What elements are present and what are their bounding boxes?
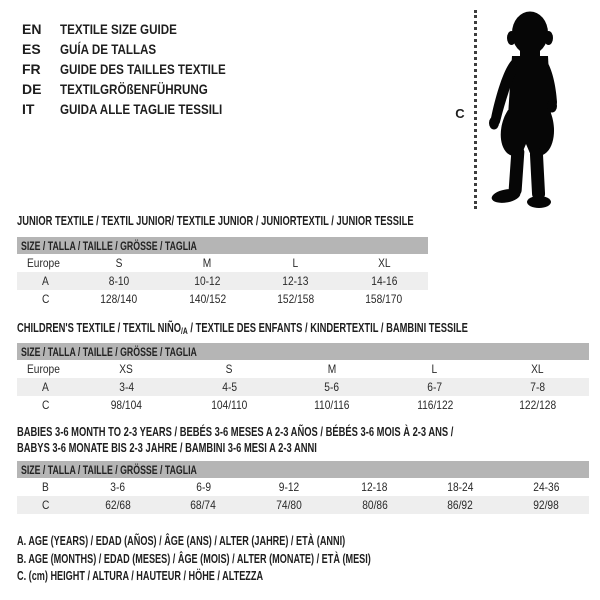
table-row-age <box>17 272 428 290</box>
height-cell <box>161 496 247 514</box>
language-row-en <box>22 19 260 39</box>
age-value: 9-12 <box>278 480 300 494</box>
language-label: GUÍA DE TALLAS <box>60 41 157 57</box>
row-label-cell <box>17 272 75 290</box>
age-cell <box>163 272 251 290</box>
legend-line-c <box>17 569 502 587</box>
height-value: 140/152 <box>188 292 226 306</box>
row-label: A <box>41 274 49 288</box>
junior-size-table <box>17 237 428 308</box>
age-cell <box>75 378 178 396</box>
size-value: XS <box>119 362 134 376</box>
height-cell <box>75 290 163 308</box>
height-value: 68/74 <box>190 498 217 512</box>
size-header-bar <box>17 343 589 360</box>
height-value: 74/80 <box>276 498 302 512</box>
legend-line-b <box>17 552 502 570</box>
size-value: L <box>292 256 299 270</box>
size-header-text: SIZE / TALLA / TAILLE / GRÖSSE / TAGLIA <box>21 344 197 359</box>
size-value: M <box>203 256 212 270</box>
language-label: TEXTILGRÖßENFÜHRUNG <box>60 81 208 97</box>
height-value: 110/116 <box>314 398 350 412</box>
row-label: Europe <box>26 362 60 376</box>
height-cell <box>503 496 589 514</box>
age-cell <box>383 378 486 396</box>
height-cell <box>418 496 504 514</box>
height-cell <box>252 290 340 308</box>
size-header-bar <box>17 237 428 254</box>
size-cell <box>163 254 251 272</box>
height-cell <box>281 396 384 414</box>
size-cell <box>178 360 281 378</box>
language-row-es <box>22 39 260 59</box>
row-label-cell <box>17 378 75 396</box>
language-row-fr <box>22 59 260 79</box>
row-label-cell <box>17 254 75 272</box>
height-value: 128/140 <box>100 292 138 306</box>
row-label-cell <box>17 360 75 378</box>
legend <box>17 534 502 587</box>
size-cell <box>486 360 589 378</box>
size-cell <box>252 254 340 272</box>
height-cell <box>246 496 332 514</box>
age-cell <box>246 478 332 496</box>
table-row-height <box>17 496 589 514</box>
age-cell <box>340 272 428 290</box>
language-row-de <box>22 79 260 99</box>
height-value: 152/158 <box>277 292 315 306</box>
language-label: GUIDA ALLE TAGLIE TESSILI <box>60 101 223 117</box>
toddler-silhouette-icon <box>484 6 568 210</box>
size-header-cell <box>17 237 428 254</box>
size-cell <box>281 360 384 378</box>
age-value: 4-5 <box>221 380 237 394</box>
height-cell <box>75 396 178 414</box>
language-code: IT <box>22 101 35 117</box>
age-cell <box>75 478 161 496</box>
age-value: 3-4 <box>119 380 134 394</box>
row-label: Europe <box>26 256 60 270</box>
age-cell <box>503 478 589 496</box>
table-row-age <box>17 378 589 396</box>
height-measure-dotted-line <box>474 10 477 209</box>
legend-text-a: A. AGE (YEARS) / EDAD (AÑOS) / ÂGE (ANS) / ALTER (JAHRE) / ETÀ (ANNI) <box>17 534 346 548</box>
height-value: 92/98 <box>533 498 559 512</box>
height-cell <box>163 290 251 308</box>
age-cell <box>252 272 340 290</box>
children-size-table <box>17 343 589 414</box>
size-header-text: SIZE / TALLA / TAILLE / GRÖSSE / TAGLIA <box>21 238 197 253</box>
size-cell <box>75 360 178 378</box>
age-value: 18-24 <box>447 480 474 494</box>
legend-text-b: B. AGE (MONTHS) / EDAD (MESES) / ÂGE (MOIS) / ALTER (MONATE) / ETÀ (MESI) <box>17 551 371 566</box>
babies-section-title <box>17 424 599 456</box>
age-value: 12-18 <box>361 480 388 494</box>
age-cell <box>178 378 281 396</box>
row-label-cell <box>17 478 75 496</box>
height-cell <box>332 496 418 514</box>
height-measure-label: C <box>455 106 465 121</box>
size-value: XL <box>531 362 544 376</box>
size-header-cell <box>17 343 589 360</box>
height-cell <box>340 290 428 308</box>
language-code: FR <box>22 61 41 77</box>
babies-title-line1: BABIES 3-6 MONTH TO 2-3 YEARS / BEBÉS 3-6 MESES A 2-3 AÑOS / BÉBÉS 3-6 MOIS À 2-3 ANS / <box>17 425 454 439</box>
height-cell <box>486 396 589 414</box>
age-cell <box>486 378 589 396</box>
table-row-height <box>17 396 589 414</box>
age-value: 10-12 <box>194 274 221 288</box>
age-value: 7-8 <box>530 380 545 394</box>
language-code: DE <box>22 81 42 97</box>
size-value: XL <box>377 256 391 270</box>
age-value: 12-13 <box>282 274 309 288</box>
age-value: 6-9 <box>196 480 211 494</box>
legend-line-a <box>17 534 502 552</box>
height-value: 86/92 <box>447 498 474 512</box>
age-cell <box>161 478 247 496</box>
height-value: 98/104 <box>110 398 142 412</box>
junior-section-title <box>17 213 546 229</box>
table-row-height <box>17 290 428 308</box>
language-label: TEXTILE SIZE GUIDE <box>60 21 177 37</box>
children-title-subscript: /A <box>181 326 188 336</box>
age-cell <box>281 378 384 396</box>
size-value: S <box>115 256 123 270</box>
row-label: A <box>41 380 49 394</box>
size-cell <box>75 254 163 272</box>
age-cell <box>332 478 418 496</box>
size-value: S <box>225 362 233 376</box>
size-header-text: SIZE / TALLA / TAILLE / GRÖSSE / TAGLIA <box>21 462 197 477</box>
row-label-cell <box>17 496 75 514</box>
height-value: 80/86 <box>362 498 388 512</box>
row-label-cell <box>17 396 75 414</box>
row-label: B <box>41 480 49 494</box>
age-value: 3-6 <box>110 480 126 494</box>
language-list <box>22 19 260 119</box>
height-value: 62/68 <box>105 498 131 512</box>
legend-text-c: C. (cm) HEIGHT / ALTURA / HAUTEUR / HÖHE / ALTEZZA <box>17 569 264 583</box>
height-cell <box>178 396 281 414</box>
height-cell <box>383 396 486 414</box>
age-cell <box>418 478 504 496</box>
language-code: EN <box>22 21 42 37</box>
size-header-bar <box>17 461 589 478</box>
junior-title-text: JUNIOR TEXTILE / TEXTIL JUNIOR/ TEXTILE JUNIOR / JUNIORTEXTIL / JUNIOR TESSILE <box>17 214 414 228</box>
children-title-text <box>17 320 468 339</box>
age-value: 8-10 <box>108 274 130 288</box>
height-value: 158/170 <box>365 292 403 306</box>
age-value: 6-7 <box>427 380 443 394</box>
language-code: ES <box>22 41 41 57</box>
age-value: 14-16 <box>370 274 397 288</box>
table-row-europe <box>17 254 428 272</box>
children-title-post: / TEXTILE DES ENFANTS / KINDERTEXTIL / BAMBINI TESSILE <box>187 321 468 335</box>
size-value: L <box>431 362 438 376</box>
size-value: M <box>327 362 337 376</box>
size-cell <box>383 360 486 378</box>
babies-title-line2: BABYS 3-6 MONATE BIS 2-3 JAHRE / BAMBINI 3-6 MESI A 2-3 ANNI <box>17 441 317 455</box>
table-row-age-months <box>17 478 589 496</box>
row-label: C <box>41 292 50 306</box>
size-header-cell <box>17 461 589 478</box>
height-value: 104/110 <box>211 398 248 412</box>
age-value: 5-6 <box>324 380 340 394</box>
height-cell <box>75 496 161 514</box>
row-label-cell <box>17 290 75 308</box>
babies-size-table <box>17 461 589 514</box>
age-value: 24-36 <box>533 480 560 494</box>
children-title-pre: CHILDREN'S TEXTILE / TEXTIL NIÑO <box>17 321 182 335</box>
table-row-europe <box>17 360 589 378</box>
row-label: C <box>41 498 50 512</box>
language-label: GUIDE DES TAILLES TEXTILE <box>60 61 226 77</box>
height-value: 122/128 <box>519 398 557 412</box>
row-label: C <box>41 398 50 412</box>
age-cell <box>75 272 163 290</box>
language-row-it <box>22 99 260 119</box>
children-section-title <box>17 320 600 339</box>
size-cell <box>340 254 428 272</box>
height-value: 116/122 <box>416 398 453 412</box>
